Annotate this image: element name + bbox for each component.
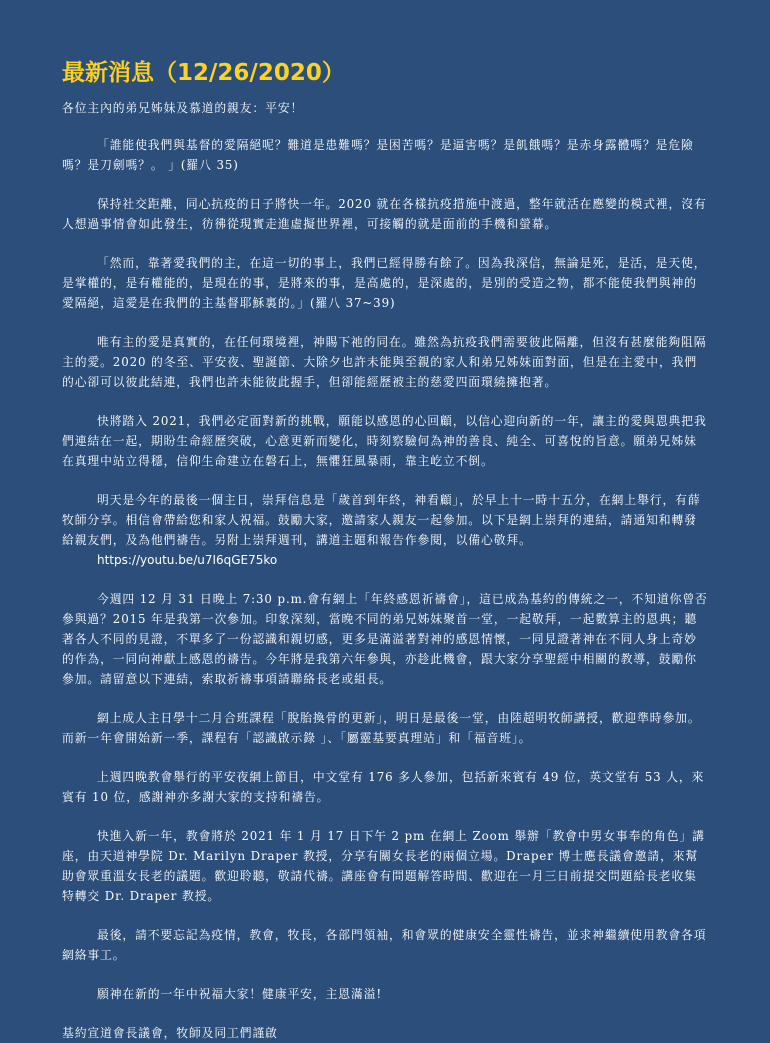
paragraph-sunday-worship <box>62 490 708 570</box>
greeting: 各位主內的弟兄姊妹及慕道的親友：平安！ <box>62 101 304 115</box>
paragraph-christmas-eve-report: 上週四晚教會舉行的平安夜網上節目，中文堂有 176 多人參加，包括新來賓有 49 位，英文堂有 53 人，來賓有 10 位，感謝神亦多謝大家的支持和禱告。 <box>62 770 705 804</box>
page-title: 最新消息（12/26/2020） <box>62 60 345 86</box>
paragraph-gods-love: 唯有主的愛是真實的，在任何環境裡，神賜下祂的同在。雖然為抗疫我們需要彼此隔離，但沒有甚麼能夠阻隔主的愛。2020 的冬至、平安夜、聖誕節、大除夕也許未能與至親的家人和弟兄姊妹面對面，但是在主愛中，我們的心卻可以彼此結連，我們也許未能彼此握手，但卻能經歷被主的慈愛四面環繞擁抱著。 <box>62 335 707 389</box>
paragraph-new-year-2021: 快將踏入 2021，我們必定面對新的挑戰，願能以感恩的心回顧，以信心迎向新的一年，讓主的愛與恩典把我們連結在一起，期盼生命經歷突破，心意更新而變化，時刻察驗何為神的善良、純全、可喜悅的旨意。願弟兄姊妹在真理中站立得穩，信仰生命建立在磐石上，無懼狂風暴雨，靠主屹立不倒。 <box>62 414 707 468</box>
paragraph-blessing: 願神在新的一年中祝福大家！健康平安，主恩滿溢! <box>97 987 382 1001</box>
paragraph-zoom-seminar: 快進入新一年，教會將於 2021 年 1 月 17 日下午 2 pm 在網上 Zoom 舉辦「教會中男女事奉的角色」講座，由天道神學院 Dr. Marilyn Draper 教授，分享有關女長老的兩個立場。Draper 博士應長議會邀請，來幫助會眾重溫女長老的議題。歡迎聆聽，敬請代禱。講座會有問題解答時間、歡迎在一月三日前提交問題給長老收集特轉交 Dr. Draper 教授。 <box>62 829 705 903</box>
worship-video-link[interactable]: https://youtu.be/u7I6qGE75ko <box>97 553 278 567</box>
scripture-quote-romans-8-37-39: 「然而，靠著愛我們的主，在這一切的事上，我們已經得勝有餘了。因為我深信，無論是死，是活，是天使，是掌權的，是有權能的，是現在的事，是將來的事，是高處的，是深處的，是別的受造之物，都不能使我們與神的愛隔絕，這愛是在我們的主基督耶穌裏的。」(羅八 37~39) <box>62 256 707 310</box>
sunday-worship-text: 明天是今年的最後一個主日，崇拜信息是「歲首到年終，神看顧」，於早上十一時十五分，在網上舉行，有薛牧師分享。相信會帶給您和家人祝福。鼓勵大家，邀請家人親友一起參加。以下是網上崇拜的連結，請通知和轉發給親友們，及為他們禱告。另附上崇拜週刊，講道主題和報告作參閱，以備心敬拜。 <box>62 493 701 547</box>
signature: 基約宣道會長議會，牧師及同工們謹啟 <box>62 1026 278 1040</box>
paragraph-social-distancing: 保持社交距離，同心抗疫的日子將快一年。2020 就在各樣抗疫措施中渡過，整年就活在應變的模式裡，沒有人想過事情會如此發生，彷彿從現實走進虛擬世界裡，可接觸的就是面前的手機和螢幕。 <box>62 197 707 231</box>
paragraph-prayer-meeting: 今週四 12 月 31 日晚上 7:30 p.m.會有網上「年終感恩祈禱會」，這已成為基約的傳統之一，不知道你曾否參與過？2015 年是我第一次參加。印象深刻，當晚不同的弟兄姊妹聚首一堂，一起敬拜，一起數算主的恩典；聽著各人不同的見證，不單多了一份認識和親切感，更多是滿溢著對神的感恩情懷，一同見證著神在不同人身上奇妙的作為，一同向神獻上感恩的禱告。今年將是我第六年參與，亦趁此機會，跟大家分享聖經中相關的教導，鼓勵你參加。請留意以下連結，索取祈禱事項請聯絡長老或組長。 <box>62 592 708 686</box>
paragraph-prayer-request: 最後，請不要忘記為疫情，教會，牧長，各部門領袖，和會眾的健康安全靈性禱告，並求神繼續使用教會各項網絡事工。 <box>62 928 707 962</box>
paragraph-sunday-school: 網上成人主日學十二月合班課程「脫胎換骨的更新」，明日是最後一堂，由陸超明牧師講授，歡迎準時參加。而新一年會開始新一季，課程有「認識啟示錄 」、「屬靈基要真理站」和「福音班」。 <box>62 711 701 745</box>
scripture-quote-romans-8-35: 「誰能使我們與基督的愛隔絕呢？難道是患難嗎？是困苦嗎？是逼害嗎？是飢餓嗎？是赤身露體嗎？是危險嗎？是刀劍嗎？。 」(羅八 35) <box>62 138 694 172</box>
